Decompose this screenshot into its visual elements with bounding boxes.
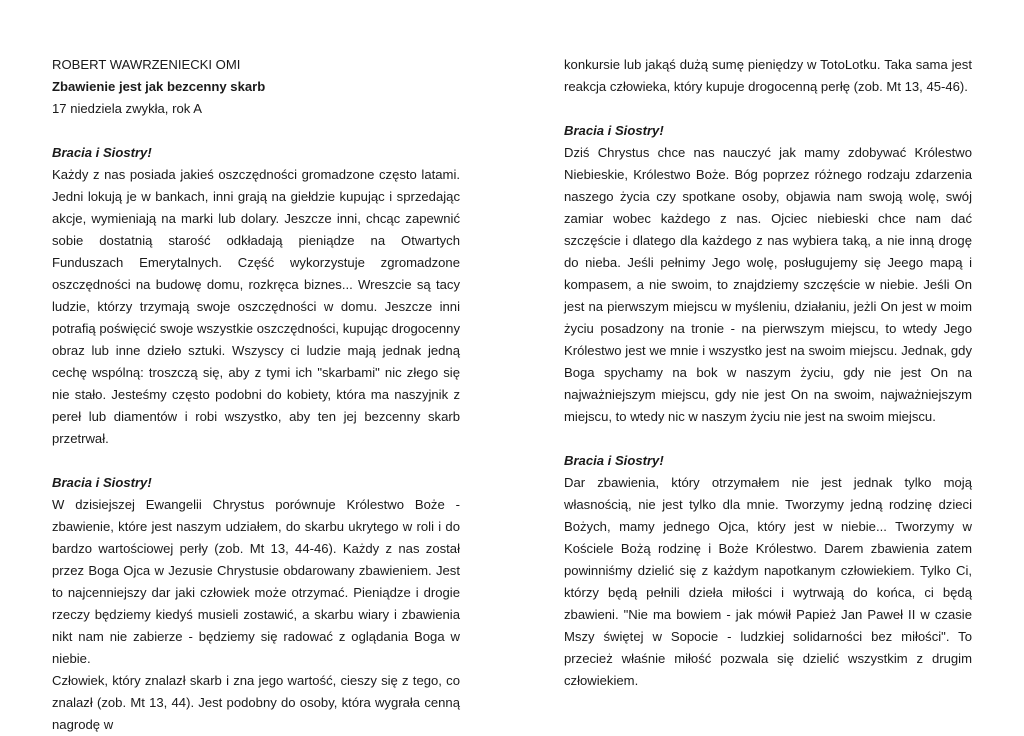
author-line: ROBERT WAWRZENIECKI OMI bbox=[52, 57, 241, 72]
greeting: Bracia i Siostry! bbox=[52, 145, 152, 160]
paragraph: W dzisiejszej Ewangelii Chrystus porównuje Królestwo Boże - zbawienie, które jest naszym udziałem, do skarbu ukrytego w roli i do bardzo wartościowej perły (zob. Mt 13, 44-46). Każdy z nas został przez Boga Ojca w Jezusie Chrystusie obdarowany zbawieniem. Jest to najcenniejszy dar jaki człowiek może otrzymać. Pieniądze i drogie rzeczy będziemy kiedyś musieli zostawić, a skarbu wiary i zbawienia nikt nam nie zabierze - będziemy się radować z oglądania Boga w niebie. bbox=[52, 497, 460, 666]
right-column bbox=[564, 54, 972, 692]
greeting: Bracia i Siostry! bbox=[564, 123, 664, 138]
occasion-line: 17 niedziela zwykła, rok A bbox=[52, 101, 202, 116]
spacer bbox=[564, 98, 972, 120]
greeting: Bracia i Siostry! bbox=[52, 475, 152, 490]
greeting: Bracia i Siostry! bbox=[564, 453, 664, 468]
document-title: Zbawienie jest jak bezcenny skarb bbox=[52, 79, 266, 94]
paragraph: Człowiek, który znalazł skarb i zna jego wartość, cieszy się z tego, co znalazł (zob. Mt 13, 44). Jest podobny do osoby, która wygrała cenną nagrodę w bbox=[52, 673, 460, 732]
left-column bbox=[52, 54, 460, 736]
paragraph: Dziś Chrystus chce nas nauczyć jak mamy zdobywać Królestwo Niebieskie, Królestwo Boże. Bóg poprzez różnego rodzaju zdarzenia naszego życia czy spotkane osoby, objawia nam swoją wolę, swój zamiar wobec każdego z nas. Ojciec niebieski chce nam dać szczęście i dlatego dla każdego z nas wybiera taką, a nie inną drogę do nieba. Jeśli pełnimy Jego wolę, posługujemy się Jeego mapą i kompasem, a nie swoim, to znajdziemy szczęście w niebie. Jeśli On jest na pierwszym miejscu w myśleniu, działaniu, jeżli On jest w moim życiu posadzony na tronie - na pierwszym miejscu, to wtedy Jego Królestwo jest we mnie i wszystko jest na swoim miejscu. Jednak, gdy Boga spychamy na bok w naszym życiu, gdy nie jest On na najważniejszym miejscu, gdy nie jest On na swoim, najważniejszym miejscu, to wtedy nic w naszym życiu nie jest na swoim miejscu. bbox=[564, 145, 972, 424]
paragraph: konkursie lub jakąś dużą sumę pieniędzy w TotoLotku. Taka sama jest reakcja człowieka, który kupuje drogocenną perłę (zob. Mt 13, 45-46). bbox=[564, 57, 972, 94]
paragraph: Dar zbawienia, który otrzymałem nie jest jednak tylko moją własnością, nie jest tylko dla mnie. Tworzymy jedną rodzinę dzieci Bożych, mamy jednego Ojca, który jest w niebie... Tworzymy w Kościele Bożą rodzinę i Boże Królestwo. Darem zbawienia zatem powinniśmy dzielić się z każdym napotkanym człowiekiem. Tylko Ci, którzy będą pełnili dzieła miłości i wytrwają do końca, ci będą zbawieni. "Nie ma bowiem - jak mówił Papież Jan Paweł II w czasie Mszy świętej w Sopocie - ludzkiej solidarności bez miłości". To przecież właśnie miłość pozwala się dzielić wszystkim z drugim człowiekiem. bbox=[564, 475, 972, 688]
paragraph: Każdy z nas posiada jakieś oszczędności gromadzone często latami. Jedni lokują je w bankach, inni grają na giełdzie kupując i sprzedając akcje, wymieniają na marki lub dolary. Jeszcze inni, chcąc zapewnić sobie dostatnią starość odkładają pieniądze na Otwartych Funduszach Emerytalnych. Część wykorzystuje zgromadzone oszczędności na budowę domu, rozkręca biznes... Wreszcie są tacy ludzie, którzy trzymają swoje oszczędności w domu. Jeszcze inni potrafią poświęcić swoje wszystkie oszczędności, kupując drogocenny obraz lub inne dzieło sztuki. Wszyscy ci ludzie mają jednak jedną cechę wspólną: troszczą się, aby z tymi ich "skarbami" nic złego się nie stało. Jesteśmy często podobni do kobiety, która ma naszyjnik z pereł lub diamentów i robi wszystko, aby ten jej bezcenny skarb przetrwał. bbox=[52, 167, 460, 446]
spacer bbox=[52, 450, 460, 472]
spacer bbox=[564, 428, 972, 450]
spacer bbox=[52, 120, 460, 142]
